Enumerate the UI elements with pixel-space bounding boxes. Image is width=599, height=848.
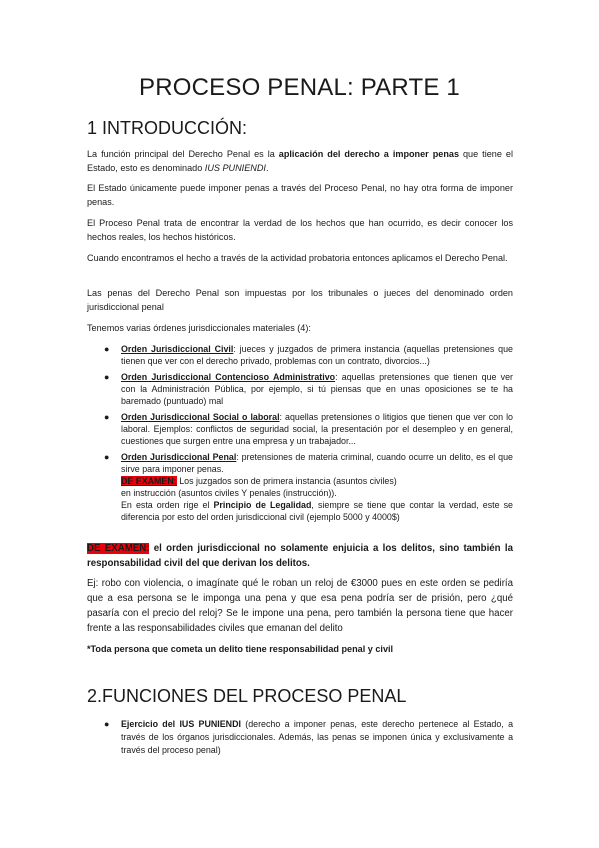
- funciones-list: [87, 718, 513, 757]
- bold-text: el orden jurisdiccional no solamente enjuicia a los delitos, sino también la responsabilidad civil del que derivan los delitos.: [87, 543, 513, 569]
- order-text: : aquellas pretensiones que tienen que ver con la Administración Pública, por ejemplo, si tú piensas que en unas oposiciones se te ha baremado (puntuado) mal: [121, 372, 514, 406]
- order-text: : jueces y juzgados de primera instancia (aquellas pretensiones que tienen que ver con el derecho privado, problemas con un contrato, divorcios...): [121, 344, 513, 366]
- list-item-orden-social: [87, 411, 513, 447]
- text: que tiene el Estado, esto es denominado: [87, 149, 513, 173]
- bullet-icon: ●: [104, 372, 110, 382]
- list-item-ius-puniendi: [87, 718, 513, 757]
- bullet-icon: ●: [104, 412, 110, 422]
- orders-list: [87, 343, 513, 523]
- paragraph-nota-responsabilidad: *Toda persona que cometa un delito tiene responsabilidad penal y civil: [87, 644, 394, 654]
- section-heading-introduccion: 1 INTRODUCCIÓN:: [87, 118, 248, 138]
- paragraph-penas-tribunales: Las penas del Derecho Penal son impuestas por los tribunales o jueces del denominado orden jurisdiccional penal: [87, 288, 513, 312]
- order-name: Orden Jurisdiccional Contencioso Administrativo: [121, 372, 336, 382]
- text: .: [265, 163, 269, 173]
- paragraph-funcion-principal: [87, 147, 513, 175]
- exam-text: Los juzgados son de primera instancia (asuntos civiles): [176, 476, 397, 486]
- paragraph-proceso-verdad: El Proceso Penal trata de encontrar la verdad de los hechos que han ocurrido, es decir conocer los hechos reales, los hechos históricos.: [87, 218, 513, 242]
- paragraph-exam-responsabilidad: [87, 541, 513, 571]
- section-heading-funciones: 2.FUNCIONES DEL PROCESO PENAL: [87, 686, 407, 706]
- exam-highlight: DE EXAMEN:: [87, 543, 150, 554]
- item-text: (derecho a imponer penas, este derecho pertenece al Estado, a través de los órganos jurisdiccionales. Además, las penas se imponen única y exclusivamente a través del proceso penal): [121, 719, 514, 755]
- list-item-orden-penal: [87, 451, 513, 523]
- bold-text: Principio de Legalidad: [213, 500, 312, 510]
- paragraph-ejemplo-robo: Ej: robo con violencia, o imagínate qué le roban un reloj de €3000 pues en este orden se pediría que a esa persona se le imponga una pena y que esa pena podría ser de prisión, pero ¿qué pasaría con el precio del reloj? Se le impone una pena, pero también la persona tiene que hacer frente a las responsabilidades civiles que emanan del delito: [87, 578, 513, 634]
- bullet-icon: ●: [104, 719, 110, 729]
- exam-text-continued: en instrucción (asuntos civiles Y penales (instrucción)).: [121, 488, 337, 498]
- bullet-icon: ●: [104, 452, 110, 462]
- document-title: PROCESO PENAL: PARTE 1: [139, 74, 460, 101]
- exam-highlight: DE EXAMEN:: [121, 476, 177, 486]
- text: La función principal del Derecho Penal es la: [87, 149, 279, 159]
- italic-text: IUS PUNIENDI: [204, 163, 266, 173]
- order-text: : pretensiones de materia criminal, cuando ocurre un delito, es el que sirve para imponer penas.: [121, 452, 513, 474]
- exam-note-line: [121, 475, 513, 487]
- legalidad-line: [121, 499, 513, 523]
- bold-text: Ejercicio del IUS PUNIENDI: [121, 719, 241, 729]
- text: , siempre se tiene que contar la verdad, este se diferencia por esto del orden jurisdiccional civil (ejemplo 5000 y 4000$): [121, 500, 513, 522]
- order-name: Orden Jurisdiccional Social o laboral: [121, 412, 280, 422]
- paragraph-ordenes-intro: Tenemos varias órdenes jurisdiccionales materiales (4):: [87, 323, 311, 333]
- order-name: Orden Jurisdiccional Civil: [121, 344, 234, 354]
- list-item-orden-civil: [87, 343, 513, 367]
- order-name: Orden Jurisdiccional Penal: [121, 452, 237, 462]
- paragraph-estado-penas: El Estado únicamente puede imponer penas a través del Proceso Penal, no hay otra forma de imponer penas.: [87, 183, 513, 207]
- text: En esta orden rige el: [121, 500, 214, 510]
- list-item-orden-contencioso: [87, 371, 513, 407]
- paragraph-actividad-probatoria: Cuando encontramos el hecho a través de la actividad probatoria entonces aplicamos el Derecho Penal.: [87, 253, 508, 263]
- order-text: : aquellas pretensiones o litigios que tienen que ver con lo laboral. Ejemplos: conflictos de seguridad social, la presentación por el desempleo y en general, cuestiones que surgen entre una empresa y un trabajador...: [121, 412, 513, 446]
- bold-text: aplicación del derecho a imponer penas: [278, 149, 459, 159]
- bullet-icon: ●: [104, 344, 110, 354]
